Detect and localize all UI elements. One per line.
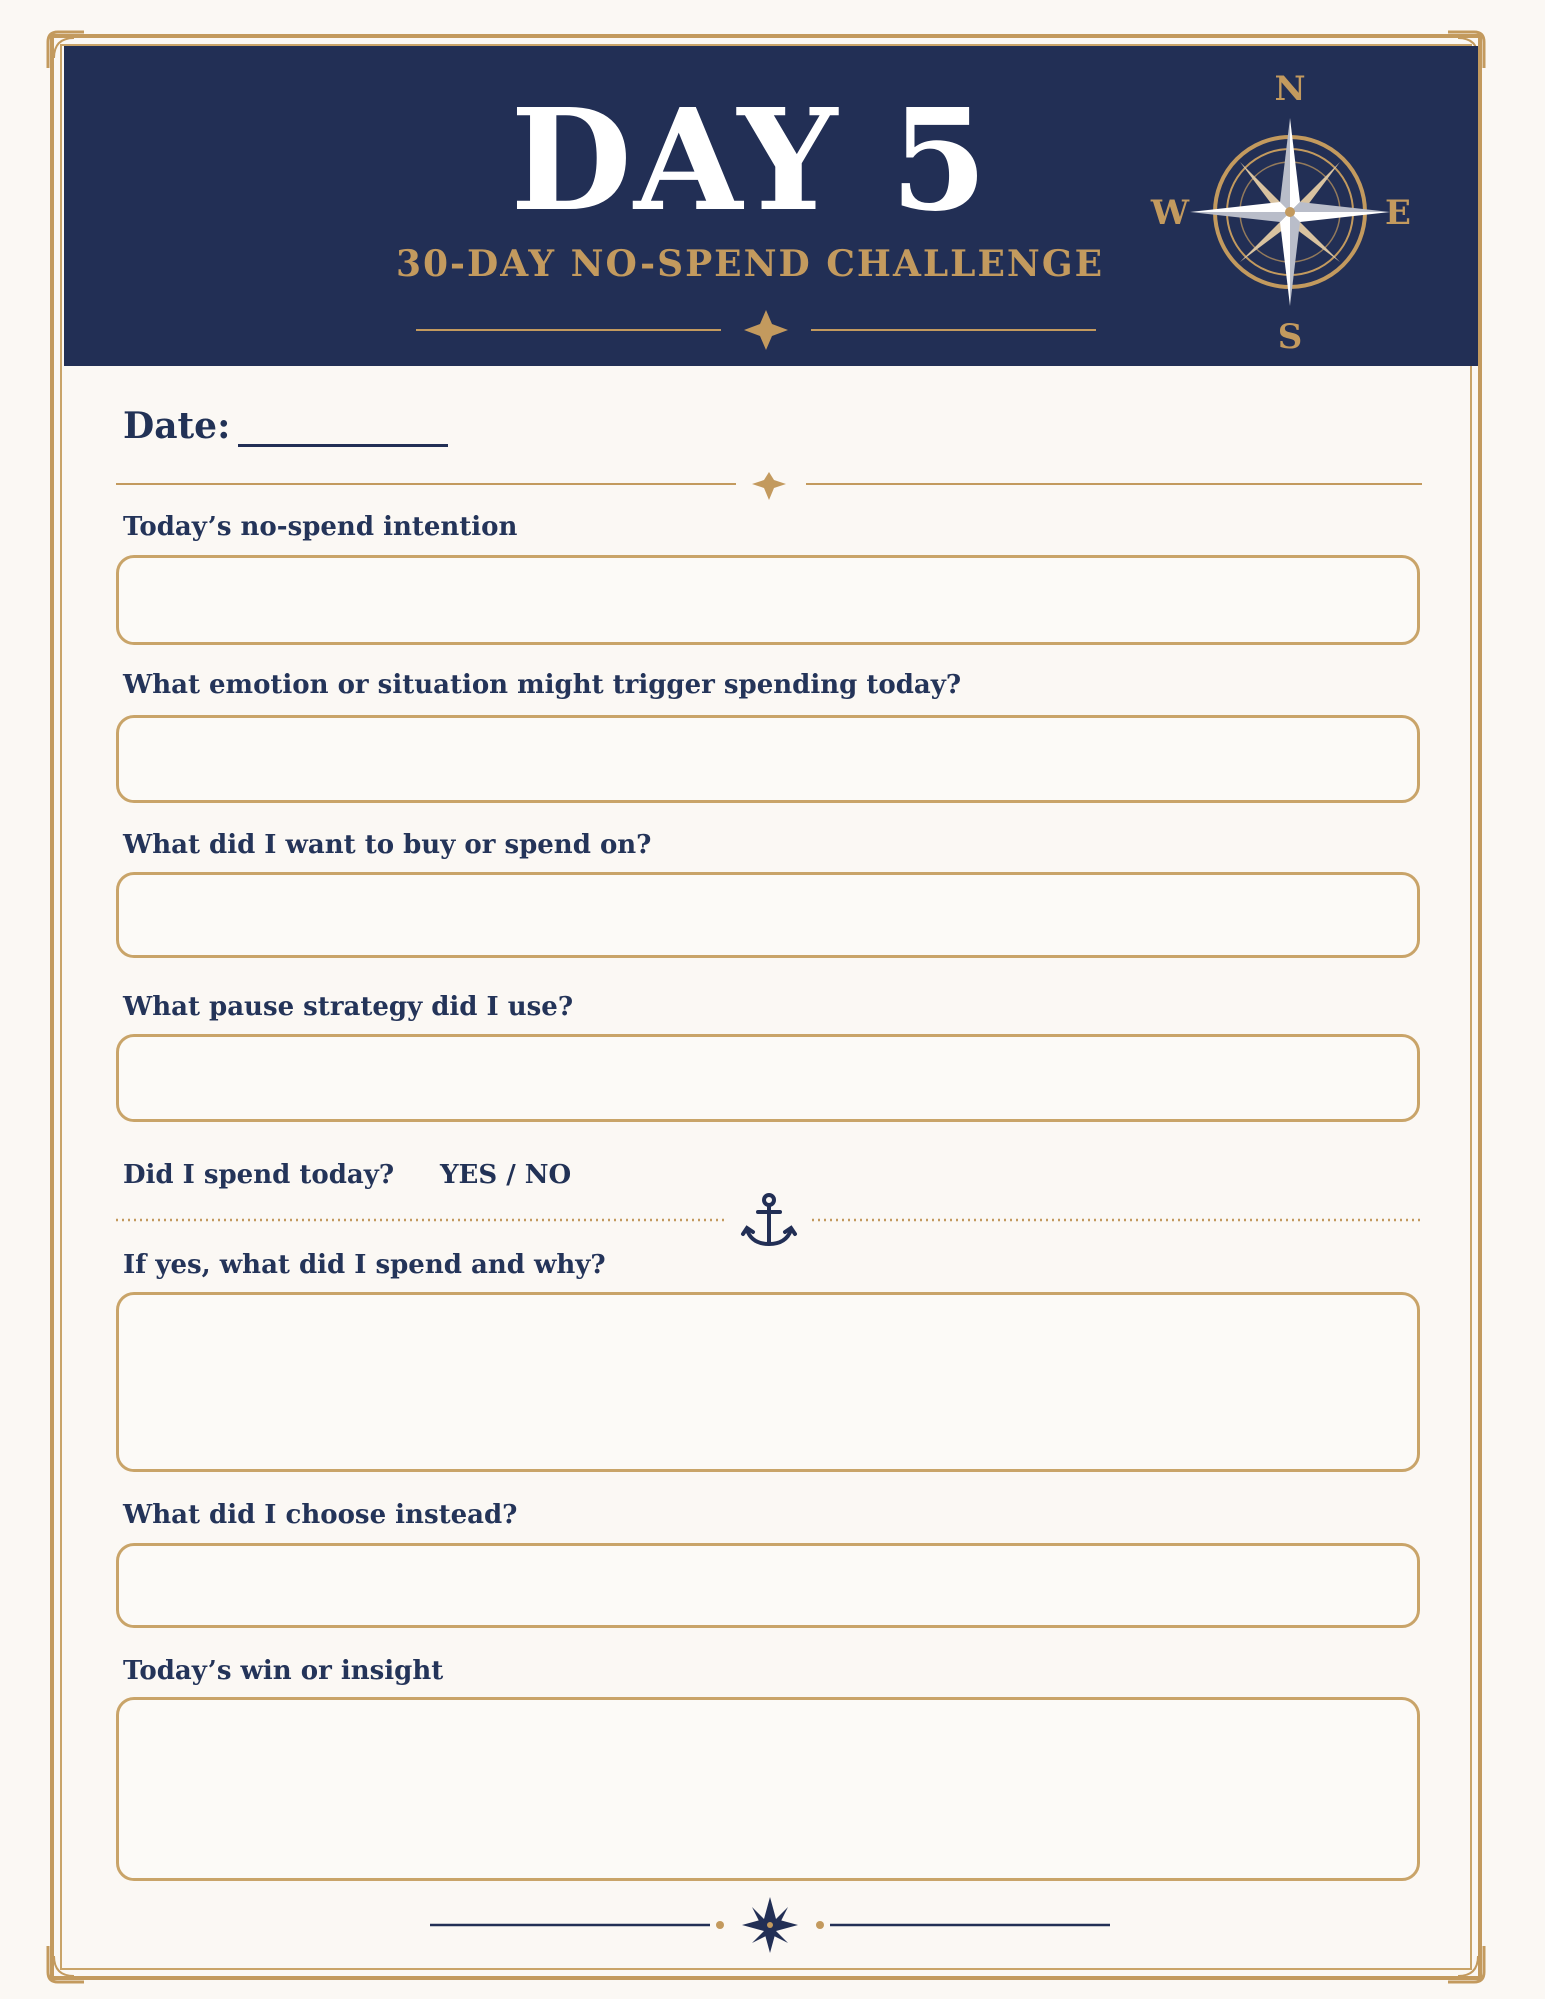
prompt-label-pause: What pause strategy did I use?: [123, 992, 574, 1022]
date-row: [123, 400, 448, 447]
anchor-divider: [116, 1192, 1422, 1252]
prompt-label-win: Today’s win or insight: [123, 1656, 444, 1686]
answer-box-trigger[interactable]: [116, 715, 1420, 803]
prompt-label-want: What did I want to buy or spend on?: [123, 830, 652, 860]
answer-box-pause[interactable]: [116, 1034, 1420, 1122]
page-subtitle: 30-DAY NO-SPEND CHALLENGE: [395, 243, 1105, 285]
star-icon: [744, 310, 788, 350]
section-divider: [116, 470, 1422, 504]
header-divider: [416, 310, 1096, 350]
compass-east: E: [1385, 193, 1411, 233]
prompt-label-intention: Today’s no-spend intention: [123, 512, 518, 542]
corner-ornament-bottom-left: [44, 1942, 88, 1986]
yes-no-options[interactable]: YES / NO: [440, 1160, 572, 1190]
page-title: DAY 5: [510, 79, 990, 243]
anchor-icon: [743, 1195, 795, 1244]
footer-ornament: [430, 1895, 1110, 1955]
spend-question-label: Did I spend today?: [123, 1160, 395, 1190]
compass-west: W: [1150, 193, 1190, 233]
compass-rose-icon: [1140, 62, 1440, 352]
prompt-label-trigger: What emotion or situation might trigger spending today?: [123, 670, 962, 700]
compass-north: N: [1274, 69, 1306, 109]
answer-box-why[interactable]: [116, 1292, 1420, 1472]
date-label: Date:: [123, 405, 231, 447]
answer-box-win[interactable]: [116, 1697, 1420, 1881]
prompt-label-instead: What did I choose instead?: [123, 1500, 518, 1530]
compass-south: S: [1277, 317, 1303, 352]
answer-box-instead[interactable]: [116, 1543, 1420, 1628]
answer-box-intention[interactable]: [116, 555, 1420, 645]
date-field[interactable]: [238, 400, 448, 447]
answer-box-want[interactable]: [116, 872, 1420, 958]
corner-ornament-bottom-right: [1444, 1942, 1488, 1986]
prompt-label-why: If yes, what did I spend and why?: [123, 1250, 606, 1280]
star-icon: [752, 472, 786, 500]
